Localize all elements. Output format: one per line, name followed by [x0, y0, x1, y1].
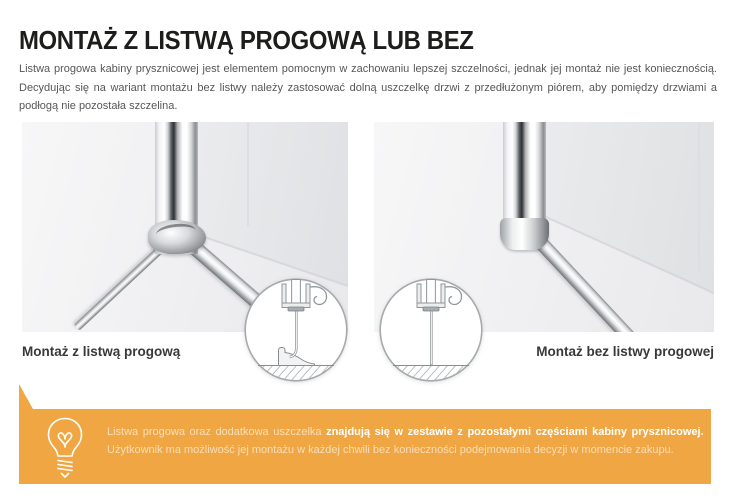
- lightbulb-icon: [45, 417, 85, 479]
- caption-with-strip: Montaż z listwą progową: [22, 344, 181, 359]
- note-corner-wedge: [19, 384, 33, 409]
- wall-corner-line: [698, 122, 700, 272]
- note-banner: [19, 409, 711, 484]
- note-line-2: Użytkownik ma możliwość jej montażu w każdej chwili bez konieczności podejmowania decyzji w momencie zakupu.: [107, 444, 674, 456]
- note-text: [107, 423, 707, 459]
- cross-section-diagram-with-strip: [244, 278, 348, 382]
- page-title: MONTAŻ Z LISTWĄ PROGOWĄ LUB BEZ: [19, 25, 474, 56]
- caption-without-strip: Montaż bez listwy progowej: [536, 344, 714, 359]
- note-lead: Listwa progowa oraz dodatkowa uszczelka: [107, 426, 327, 438]
- intro-paragraph: Listwa progowa kabiny prysznicowej jest elementem pomocnym w zachowaniu lepszej szczelności, jednak jej montaż nie jest koniecznością. Decydując się na wariant montażu bez listwy należy zastosować dolną uszczelkę drzwi z przedłużonym piórem, aby pomiędzy drzwiami a podłogą nie pozostała szczelina.: [19, 63, 717, 112]
- hinge-knuckle: [148, 220, 206, 254]
- pillar-bottom-cap: [500, 218, 549, 250]
- note-line-1: [107, 423, 707, 441]
- wall-corner-line: [247, 122, 249, 226]
- note-highlight: znajdują się w zestawie z pozostałymi częściami kabiny prysznicowej.: [326, 426, 704, 438]
- cross-section-diagram-without-strip: [379, 278, 483, 382]
